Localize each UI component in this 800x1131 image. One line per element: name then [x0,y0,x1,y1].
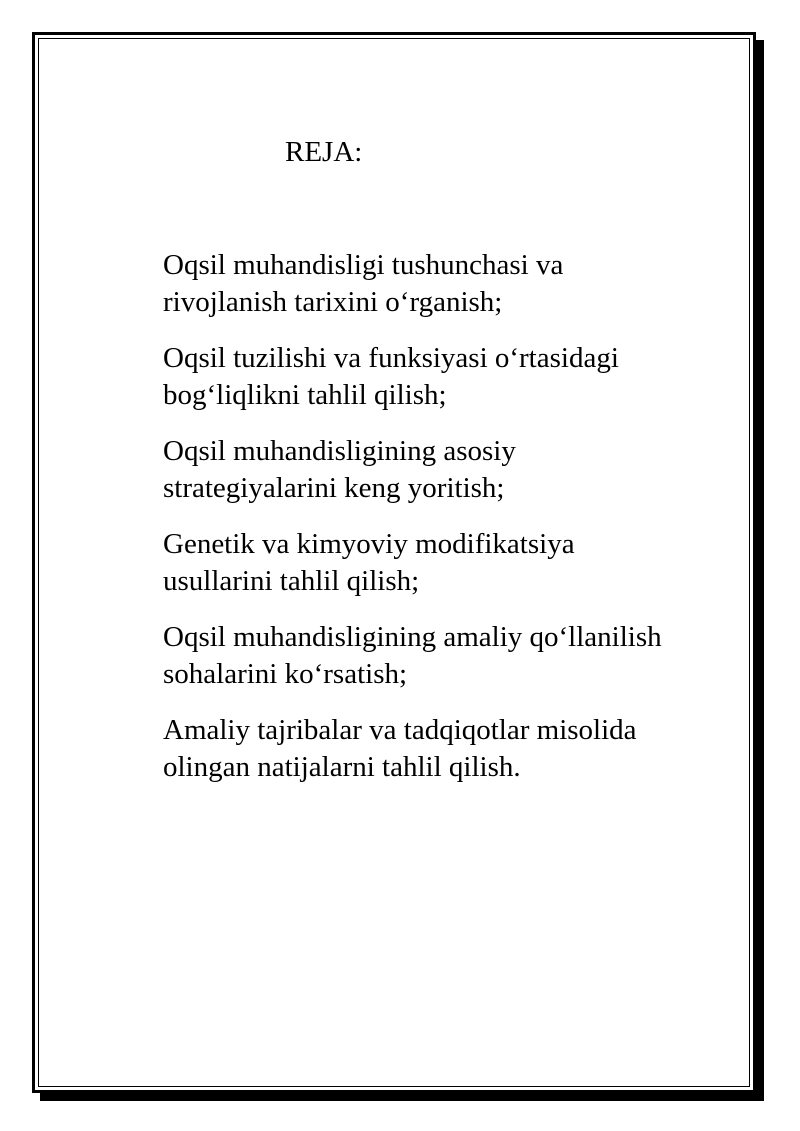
plan-item-3-line-1: Oqsil muhandisligining asosiy [163,435,516,467]
plan-item-1 [163,247,753,321]
plan-item-6-line-2: olingan natijalarni tahlil qilish. [163,751,521,783]
plan-item-3 [163,433,753,507]
plan-item-2-line-2: bog‘liqlikni tahlil qilish; [163,379,447,411]
plan-list [163,247,753,805]
plan-item-6 [163,712,753,786]
plan-item-4-line-1: Genetik va kimyoviy modifikatsiya [163,528,575,560]
plan-item-6-line-1: Amaliy tajribalar va tadqiqotlar misolida [163,714,637,746]
plan-item-4-line-2: usullarini tahlil qilish; [163,565,420,597]
plan-item-1-line-2: rivojlanish tarixini o‘rganish; [163,286,503,318]
plan-item-2-line-1: Oqsil tuzilishi va funksiyasi o‘rtasidagi [163,342,619,374]
plan-item-1-line-1: Oqsil muhandisligi tushunchasi va [163,249,564,281]
plan-item-3-line-2: strategiyalarini keng yoritish; [163,472,505,504]
plan-item-5 [163,619,753,693]
plan-heading: REJA: [285,136,363,168]
plan-item-2 [163,340,753,414]
plan-item-5-line-1: Oqsil muhandisligining amaliy qo‘llanilish [163,621,662,653]
plan-item-5-line-2: sohalarini ko‘rsatish; [163,658,408,690]
plan-item-4 [163,526,753,600]
